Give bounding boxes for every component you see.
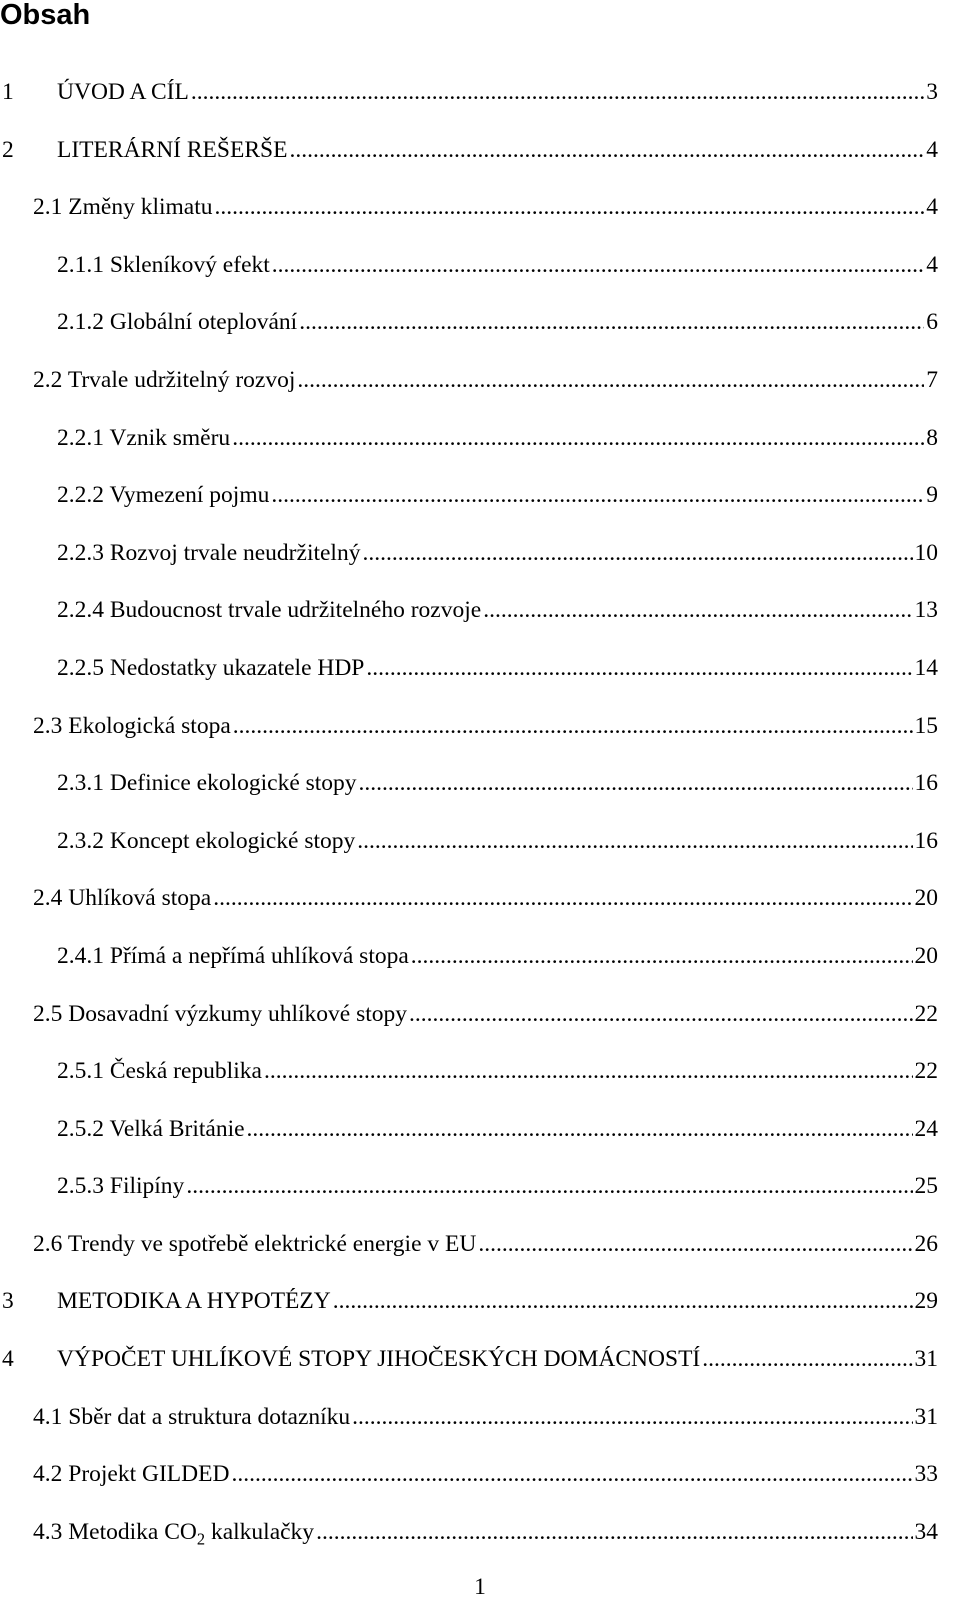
toc-entry-page[interactable]: 4 — [926, 136, 938, 163]
toc-entry[interactable] — [0, 1273, 960, 1331]
toc-entry-line — [57, 525, 938, 583]
toc-entry[interactable] — [0, 467, 960, 525]
toc-entry-page[interactable]: 8 — [926, 424, 938, 451]
toc-entry-line — [57, 294, 938, 352]
table-of-contents — [0, 64, 960, 1561]
toc-entry-line — [57, 410, 938, 468]
toc-dot-leader — [186, 1158, 912, 1216]
toc-entry[interactable] — [0, 640, 960, 698]
toc-entry-page[interactable]: 7 — [926, 366, 938, 393]
toc-entry-number: 2 — [2, 136, 14, 163]
toc-entry-page[interactable]: 20 — [914, 885, 938, 912]
toc-entry-line — [57, 1331, 938, 1389]
toc-dot-leader — [411, 928, 913, 986]
toc-entry[interactable] — [0, 294, 960, 352]
toc-dot-leader — [702, 1331, 912, 1389]
toc-entry[interactable] — [0, 64, 960, 122]
toc-dot-leader — [213, 870, 912, 928]
toc-entry-line — [57, 813, 938, 871]
toc-entry-label[interactable]: 2.3 Ekologická stopa — [33, 712, 231, 739]
toc-entry-label[interactable]: 2.2.1 Vznik směru — [57, 424, 231, 451]
toc-dot-leader — [483, 582, 912, 640]
toc-entry-label[interactable]: ÚVOD A CÍL — [57, 79, 189, 105]
toc-entry-page[interactable]: 33 — [914, 1461, 938, 1488]
toc-entry-line — [57, 582, 938, 640]
toc-dot-leader — [366, 640, 912, 698]
toc-entry[interactable] — [0, 813, 960, 871]
toc-entry-label[interactable]: 2.3.2 Koncept ekologické stopy — [57, 827, 356, 854]
toc-dot-leader — [316, 1504, 912, 1562]
toc-entry-page[interactable]: 25 — [914, 1173, 938, 1200]
toc-entry-label[interactable]: 2.2 Trvale udržitelný rozvoj — [33, 366, 296, 393]
toc-entry-page[interactable]: 4 — [926, 194, 938, 221]
toc-dot-leader — [478, 1216, 912, 1274]
toc-entry-page[interactable]: 16 — [914, 827, 938, 854]
toc-entry-page[interactable]: 31 — [914, 1346, 938, 1373]
toc-entry-line — [57, 928, 938, 986]
toc-entry-line — [57, 122, 938, 180]
toc-entry[interactable] — [0, 1043, 960, 1101]
toc-entry-label[interactable]: 2.1.2 Globální oteplování — [57, 309, 298, 336]
toc-entry-line — [33, 986, 938, 1044]
toc-dot-leader — [333, 1273, 913, 1331]
toc-entry[interactable] — [0, 1331, 960, 1389]
toc-dot-leader — [271, 467, 924, 525]
toc-dot-leader — [272, 237, 924, 295]
toc-entry-line — [33, 1446, 938, 1504]
toc-entry-page[interactable]: 24 — [914, 1115, 938, 1142]
toc-entry-page[interactable]: 13 — [914, 597, 938, 624]
toc-entry-label[interactable]: 2.5 Dosavadní výzkumy uhlíkové stopy — [33, 1000, 408, 1027]
toc-entry-page[interactable]: 29 — [914, 1288, 938, 1315]
toc-dot-leader — [299, 294, 924, 352]
toc-entry-page[interactable]: 10 — [914, 539, 938, 566]
toc-entry-label[interactable]: 2.1 Změny klimatu — [33, 194, 213, 221]
toc-entry-label[interactable]: 2.6 Trendy ve spotřebě elektrické energie v EU — [33, 1230, 477, 1257]
toc-entry-number: 4 — [2, 1346, 14, 1373]
toc-entry-label[interactable]: 2.2.3 Rozvoj trvale neudržitelný — [57, 539, 361, 566]
toc-entry-page[interactable]: 4 — [926, 251, 938, 278]
toc-entry-page[interactable]: 22 — [914, 1000, 938, 1027]
toc-entry[interactable] — [0, 928, 960, 986]
toc-entry[interactable] — [0, 1101, 960, 1159]
toc-dot-leader — [359, 755, 913, 813]
toc-dot-leader — [357, 813, 912, 871]
toc-entry-label[interactable]: 2.2.4 Budoucnost trvale udržitelného rozvoje — [57, 597, 482, 624]
toc-entry[interactable] — [0, 1446, 960, 1504]
toc-entry-page[interactable]: 20 — [914, 942, 938, 969]
toc-entry-line — [33, 698, 938, 756]
toc-entry-line — [33, 179, 938, 237]
toc-entry[interactable] — [0, 755, 960, 813]
toc-entry-page[interactable]: 16 — [914, 770, 938, 797]
toc-dot-leader — [232, 410, 924, 468]
toc-dot-leader — [297, 352, 924, 410]
toc-entry-label[interactable]: 4.2 Projekt GILDED — [33, 1461, 230, 1488]
toc-entry-label[interactable]: VÝPOČET UHLÍKOVÉ STOPY JIHOČESKÝCH DOMÁCNOSTÍ — [57, 1346, 701, 1373]
toc-entry-page[interactable]: 15 — [914, 712, 938, 739]
toc-entry-number: 1 — [2, 79, 14, 105]
toc-entry-line — [57, 755, 938, 813]
toc-dot-leader — [247, 1101, 913, 1159]
toc-entry-page[interactable]: 14 — [914, 654, 938, 681]
toc-entry[interactable] — [0, 1158, 960, 1216]
toc-dot-leader — [352, 1389, 912, 1447]
toc-entry-line — [33, 870, 938, 928]
toc-entry-number: 3 — [2, 1288, 14, 1315]
toc-entry-line — [57, 1043, 938, 1101]
toc-entry-page[interactable]: 22 — [914, 1058, 938, 1085]
toc-entry[interactable] — [0, 525, 960, 583]
toc-entry-line — [57, 1158, 938, 1216]
toc-dot-leader — [231, 1446, 912, 1504]
toc-entry-label[interactable]: 2.4 Uhlíková stopa — [33, 885, 212, 912]
toc-entry-page[interactable]: 26 — [914, 1230, 938, 1257]
toc-entry-label[interactable]: METODIKA A HYPOTÉZY — [57, 1288, 331, 1315]
toc-dot-leader — [409, 986, 912, 1044]
toc-dot-leader — [264, 1043, 913, 1101]
toc-entry[interactable] — [0, 698, 960, 756]
toc-entry[interactable] — [0, 986, 960, 1044]
toc-entry-page[interactable]: 9 — [926, 482, 938, 509]
toc-dot-leader — [191, 64, 924, 122]
toc-entry-line — [33, 1389, 938, 1447]
toc-entry-line — [57, 467, 938, 525]
toc-entry-label[interactable]: LITERÁRNÍ REŠERŠE — [57, 136, 288, 163]
toc-entry-line — [33, 352, 938, 410]
toc-entry-label[interactable]: 2.4.1 Přímá a nepřímá uhlíková stopa — [57, 942, 409, 969]
toc-entry-line — [57, 237, 938, 295]
toc-entry[interactable] — [0, 237, 960, 295]
toc-entry[interactable] — [0, 870, 960, 928]
toc-entry-line — [33, 1216, 938, 1274]
toc-dot-leader — [362, 525, 912, 583]
toc-dot-leader — [289, 122, 924, 180]
toc-entry-line — [57, 640, 938, 698]
toc-entry[interactable] — [0, 352, 960, 410]
toc-entry-label[interactable]: 4.3 Metodika $CO_2$ kalkulačky — [33, 1518, 315, 1549]
toc-entry[interactable] — [0, 582, 960, 640]
toc-entry[interactable] — [0, 1504, 960, 1562]
toc-entry-page[interactable]: 34 — [914, 1518, 938, 1545]
toc-entry-label[interactable]: 4.1 Sběr dat a struktura dotazníku — [33, 1403, 351, 1430]
toc-entry-label[interactable]: 2.5.3 Filipíny — [57, 1173, 185, 1200]
toc-dot-leader — [233, 698, 913, 756]
toc-dot-leader — [215, 179, 925, 237]
toc-entry-page[interactable]: 3 — [926, 79, 938, 105]
toc-entry-line — [57, 1273, 938, 1331]
toc-entry-page[interactable]: 31 — [914, 1403, 938, 1430]
toc-entry-label[interactable]: 2.5.2 Velká Británie — [57, 1115, 245, 1142]
toc-entry-line — [57, 1101, 938, 1159]
toc-entry-label[interactable]: 2.2.5 Nedostatky ukazatele HDP — [57, 654, 365, 681]
toc-entry[interactable] — [0, 1389, 960, 1447]
toc-entry-label[interactable]: 2.2.2 Vymezení pojmu — [57, 482, 270, 509]
toc-entry[interactable] — [0, 1216, 960, 1274]
toc-entry-line — [33, 1504, 938, 1562]
toc-entry-line — [57, 64, 938, 122]
toc-entry-label[interactable]: 2.1.1 Skleníkový efekt — [57, 251, 270, 278]
toc-entry-page[interactable]: 6 — [926, 309, 938, 336]
toc-entry-label[interactable]: 2.3.1 Definice ekologické stopy — [57, 770, 357, 797]
page-title: Obsah — [0, 0, 91, 31]
page-number: 1 — [474, 1574, 486, 1600]
toc-entry[interactable] — [0, 410, 960, 468]
toc-entry[interactable] — [0, 122, 960, 180]
toc-entry-label[interactable]: 2.5.1 Česká republika — [57, 1058, 262, 1085]
toc-entry[interactable] — [0, 179, 960, 237]
